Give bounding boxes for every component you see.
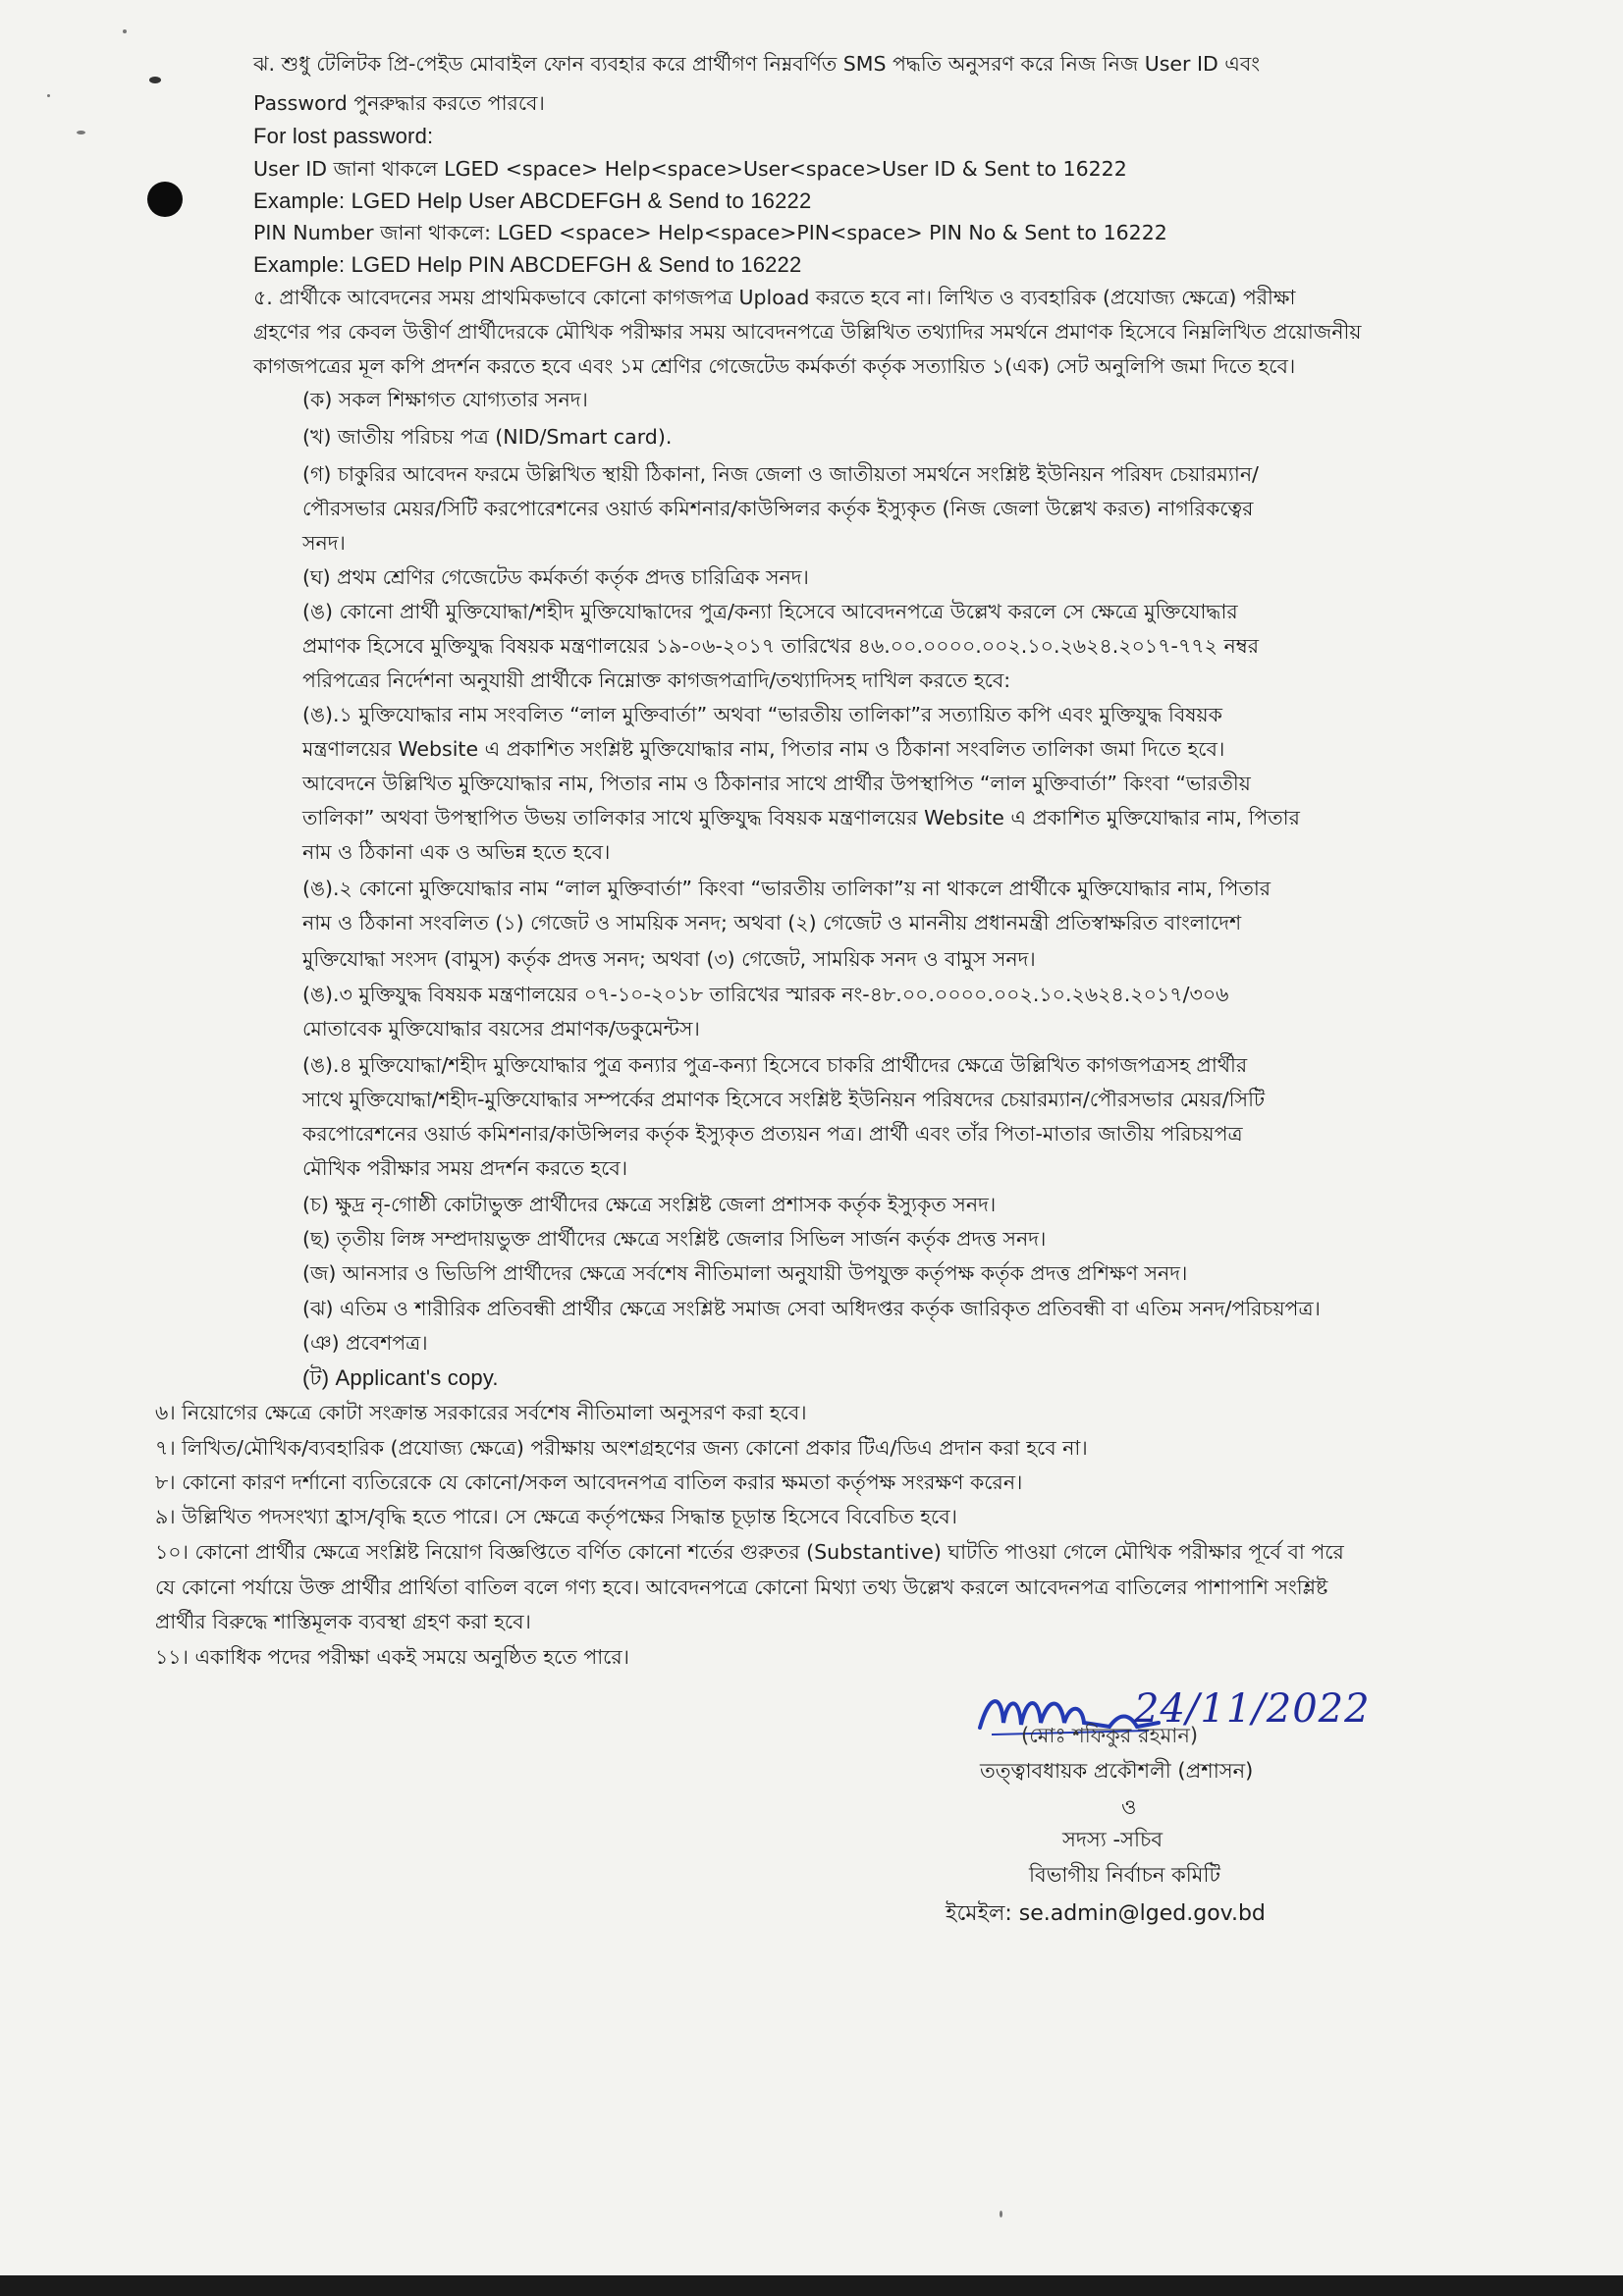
scan-speck bbox=[77, 131, 85, 134]
signatory-designation: তত্ত্বাবধায়ক প্রকৌশলী (প্রশাসন) bbox=[980, 1759, 1254, 1783]
doc-ga-line-2: পৌরসভার মেয়র/সিটি করপোরেশনের ওয়ার্ড কমিশনার/কাউন্সিলর কর্তৃক ইস্যুকৃত (নিজ জেলা উল্লেখ করত) নাগরিকত্বের bbox=[302, 497, 1254, 520]
doc-ta: (ট) Applicant's copy. bbox=[302, 1365, 499, 1390]
clause-5-line-2: গ্রহণের পর কেবল উত্তীর্ণ প্রার্থীদেরকে মৌখিক পরীক্ষার সময় আবেদনপত্রে উল্লিখিত তথ্যাদির সমর্থনে প্রমাণক হিসেবে নিম্নলিখিত প্রয়োজনীয় bbox=[253, 320, 1362, 344]
userid-example: Example: LGED Help User ABCDEFGH & Send to 16222 bbox=[253, 188, 812, 213]
scan-speck bbox=[149, 77, 161, 83]
clause-8: ৮। কোনো কারণ দর্শানো ব্যতিরেকে যে কোনো/সকল আবেদনপত্র বাতিল করার ক্ষমতা কর্তৃপক্ষ সংরক্ষণ করেন। bbox=[155, 1470, 1023, 1494]
doc-ga-line-3: সনদ। bbox=[302, 531, 346, 555]
doc-gha: (ঘ) প্রথম শ্রেণির গেজেটেড কর্মকর্তা কর্তৃক প্রদত্ত চারিত্রিক সনদ। bbox=[302, 565, 809, 589]
clause-10-line-2: যে কোনো পর্যায়ে উক্ত প্রার্থীর প্রার্থিতা বাতিল বলে গণ্য হবে। আবেদনপত্রে কোনো মিথ্যা তথ্য উল্লেখ করলে আবেদনপত্র বাতিলের পাশাপাশি সংশ্লিষ্ট bbox=[155, 1575, 1328, 1599]
item-jha-sms-line-2: Password পুনরুদ্ধার করতে পারবে। bbox=[253, 91, 545, 115]
signatory-committee: বিভাগীয় নির্বাচন কমিটি bbox=[1029, 1863, 1220, 1887]
scan-speck bbox=[1000, 2211, 1002, 2217]
userid-instruction: User ID জানা থাকলে LGED <space> Help<space>User<space>User ID & Sent to 16222 bbox=[253, 157, 1127, 181]
doc-uma-4-line-4: মৌখিক পরীক্ষার সময় প্রদর্শন করতে হবে। bbox=[302, 1156, 628, 1180]
doc-uma-4-line-2: সাথে মুক্তিযোদ্ধা/শহীদ-মুক্তিযোদ্ধার সম্পর্কের প্রমাণক হিসেবে সংশ্লিষ্ট ইউনিয়ন পরিষদের চেয়ারম্যান/পৌরসভার মেয়র/সিটি bbox=[302, 1088, 1266, 1111]
doc-uma-1-line-5: নাম ও ঠিকানা এক ও অভিন্ন হতে হবে। bbox=[302, 840, 611, 864]
signatory-email: ইমেইল: se.admin@lged.gov.bd bbox=[946, 1901, 1266, 1926]
doc-uma-2-line-1: (ঙ).২ কোনো মুক্তিযোদ্ধার নাম “লাল মুক্তিবার্তা” কিংবা “ভারতীয় তালিকা”য় না থাকলে প্রার্থীকে মুক্তিযোদ্ধার নাম, পিতার bbox=[302, 877, 1271, 900]
doc-uma-line-2: প্রমাণক হিসেবে মুক্তিযুদ্ধ বিষয়ক মন্ত্রণালয়ের ১৯-০৬-২০১৭ তারিখের ৪৬.০০.০০০০.০০২.১০.২৬২৪.২০১৭-৭৭২ নম্বর bbox=[302, 634, 1260, 658]
lost-password-heading: For lost password: bbox=[253, 124, 434, 148]
doc-nya: (ঞ) প্রবেশপত্র। bbox=[302, 1331, 428, 1355]
doc-jha: (ঝ) এতিম ও শারীরিক প্রতিবন্ধী প্রার্থীর ক্ষেত্রে সংশ্লিষ্ট সমাজ সেবা অধিদপ্তর কর্তৃক জারিকৃত প্রতিবন্ধী বা এতিম সনদ/পরিচয়পত্র। bbox=[302, 1297, 1321, 1320]
doc-cha: (চ) ক্ষুদ্র নৃ-গোষ্ঠী কোটাভুক্ত প্রার্থীদের ক্ষেত্রে সংশ্লিষ্ট জেলা প্রশাসক কর্তৃক ইস্যুকৃত সনদ। bbox=[302, 1193, 997, 1216]
doc-ja: (জ) আনসার ও ভিডিপি প্রার্থীদের ক্ষেত্রে সর্বশেষ নীতিমালা অনুযায়ী উপযুক্ত কর্তৃপক্ষ কর্তৃক প্রদত্ত প্রশিক্ষণ সনদ। bbox=[302, 1261, 1188, 1285]
handwritten-date: 24/11/2022 bbox=[1134, 1686, 1371, 1732]
clause-5-line-1: ৫. প্রার্থীকে আবেদনের সময় প্রাথমিকভাবে কোনো কাগজপত্র Upload করতে হবে না। লিখিত ও ব্যবহারিক (প্রযোজ্য ক্ষেত্রে) পরীক্ষা bbox=[253, 286, 1296, 309]
signature-block bbox=[933, 1669, 1443, 1963]
signatory-conjunction: ও bbox=[1121, 1795, 1137, 1819]
clause-6: ৬। নিয়োগের ক্ষেত্রে কোটা সংক্রান্ত সরকারের সর্বশেষ নীতিমালা অনুসরণ করা হবে। bbox=[155, 1401, 807, 1424]
doc-kha: (খ) জাতীয় পরিচয় পত্র (NID/Smart card). bbox=[302, 425, 673, 449]
clause-5-line-3: কাগজপত্রের মূল কপি প্রদর্শন করতে হবে এবং ১ম শ্রেণির গেজেটেড কর্মকর্তা কর্তৃক সত্যায়িত ১(এক) সেট অনুলিপি জমা দিতে হবে। bbox=[253, 354, 1296, 378]
punch-hole-mark bbox=[147, 182, 183, 217]
doc-uma-1-line-1: (ঙ).১ মুক্তিযোদ্ধার নাম সংবলিত “লাল মুক্তিবার্তা” অথবা “ভারতীয় তালিকা”র সত্যায়িত কপি এবং মুক্তিযুদ্ধ বিষয়ক bbox=[302, 703, 1222, 726]
doc-uma-1-line-2: মন্ত্রণালয়ের Website এ প্রকাশিত সংশ্লিষ্ট মুক্তিযোদ্ধার নাম, পিতার নাম ও ঠিকানা সংবলিত তালিকা জমা দিতে হবে। bbox=[302, 737, 1225, 761]
signatory-role: সদস্য -সচিব bbox=[1062, 1828, 1163, 1851]
clause-7: ৭। লিখিত/মৌখিক/ব্যবহারিক (প্রযোজ্য ক্ষেত্রে) পরীক্ষায় অংশগ্রহণের জন্য কোনো প্রকার টিএ/ডিএ প্রদান করা হবে না। bbox=[155, 1436, 1088, 1460]
doc-ka: (ক) সকল শিক্ষাগত যোগ্যতার সনদ। bbox=[302, 388, 588, 411]
doc-ga-line-1: (গ) চাকুরির আবেদন ফরমে উল্লিখিত স্থায়ী ঠিকানা, নিজ জেলা ও জাতীয়তা সমর্থনে সংশ্লিষ্ট ইউনিয়ন পরিষদ চেয়ারম্যান/ bbox=[302, 462, 1259, 486]
scan-speck bbox=[47, 94, 50, 97]
doc-uma-2-line-2: নাম ও ঠিকানা সংবলিত (১) গেজেট ও সাময়িক সনদ; অথবা (২) গেজেট ও মাননীয় প্রধানমন্ত্রী প্রতিস্বাক্ষরিত বাংলাদেশ bbox=[302, 911, 1242, 934]
doc-uma-3-line-1: (ঙ).৩ মুক্তিযুদ্ধ বিষয়ক মন্ত্রণালয়ের ০৭-১০-২০১৮ তারিখের স্মারক নং-৪৮.০০.০০০০.০০২.১০.২৬২৪.২০১৭/৩০৬ bbox=[302, 983, 1229, 1006]
clause-10-line-3: প্রার্থীর বিরুদ্ধে শাস্তিমূলক ব্যবস্থা গ্রহণ করা হবে। bbox=[155, 1610, 531, 1633]
doc-uma-2-line-3: মুক্তিযোদ্ধা সংসদ (বামুস) কর্তৃক প্রদত্ত সনদ; অথবা (৩) গেজেট, সাময়িক সনদ ও বামুস সনদ। bbox=[302, 947, 1036, 971]
doc-uma-4-line-3: করপোরেশনের ওয়ার্ড কমিশনার/কাউন্সিলর কর্তৃক ইস্যুকৃত প্রত্যয়ন পত্র। প্রার্থী এবং তাঁর পিতা-মাতার জাতীয় পরিচয়পত্র bbox=[302, 1122, 1243, 1146]
clause-9: ৯। উল্লিখিত পদসংখ্যা হ্রাস/বৃদ্ধি হতে পারে। সে ক্ষেত্রে কর্তৃপক্ষের সিদ্ধান্ত চূড়ান্ত হিসেবে বিবেচিত হবে। bbox=[155, 1505, 957, 1528]
clause-10-line-1: ১০। কোনো প্রার্থীর ক্ষেত্রে সংশ্লিষ্ট নিয়োগ বিজ্ঞপ্তিতে বর্ণিত কোনো শর্তের গুরুতর (Substantive) ঘাটতি পাওয়া গেলে মৌখিক পরীক্ষার পূর্বে বা পরে bbox=[155, 1540, 1344, 1564]
pin-instruction: PIN Number জানা থাকলে: LGED <space> Help<space>PIN<space> PIN No & Sent to 16222 bbox=[253, 221, 1167, 244]
clause-11: ১১। একাধিক পদের পরীক্ষা একই সময়ে অনুষ্ঠিত হতে পারে। bbox=[155, 1645, 629, 1669]
scan-speck bbox=[123, 29, 127, 33]
doc-uma-4-line-1: (ঙ).৪ মুক্তিযোদ্ধা/শহীদ মুক্তিযোদ্ধার পুত্র কন্যার পুত্র-কন্যা হিসেবে চাকরি প্রার্থীদের ক্ষেত্রে উল্লিখিত কাগজপত্রসহ প্রার্থীর bbox=[302, 1053, 1248, 1077]
doc-uma-1-line-4: তালিকা” অথবা উপস্থাপিত উভয় তালিকার সাথে মুক্তিযুদ্ধ বিষয়ক মন্ত্রণালয়ের Website এ প্রকাশিত মুক্তিযোদ্ধার নাম, পিতার bbox=[302, 806, 1300, 829]
signatory-name: (মোঃ শফিকুর রহমান) bbox=[1021, 1724, 1199, 1747]
scan-bottom-edge bbox=[0, 2275, 1623, 2296]
doc-uma-3-line-2: মোতাবেক মুক্তিযোদ্ধার বয়সের প্রমাণক/ডকুমেন্টস। bbox=[302, 1017, 700, 1041]
doc-chha: (ছ) তৃতীয় লিঙ্গ সম্প্রদায়ভুক্ত প্রার্থীদের ক্ষেত্রে সংশ্লিষ্ট জেলার সিভিল সার্জন কর্তৃক প্রদত্ত সনদ। bbox=[302, 1227, 1047, 1251]
doc-uma-1-line-3: আবেদনে উল্লিখিত মুক্তিযোদ্ধার নাম, পিতার নাম ও ঠিকানার সাথে প্রার্থীর উপস্থাপিত “লাল মুক্তিবার্তা” কিংবা “ভারতীয় bbox=[302, 772, 1251, 795]
item-jha-sms-line-1: ঝ. শুধু টেলিটক প্রি-পেইড মোবাইল ফোন ব্যবহার করে প্রার্থীগণ নিম্নবর্ণিত SMS পদ্ধতি অনুসরণ করে নিজ নিজ User ID এবং bbox=[253, 52, 1261, 76]
pin-example: Example: LGED Help PIN ABCDEFGH & Send to 16222 bbox=[253, 252, 802, 277]
doc-uma-line-1: (ঙ) কোনো প্রার্থী মুক্তিযোদ্ধা/শহীদ মুক্তিযোদ্ধাদের পুত্র/কন্যা হিসেবে আবেদনপত্রে উল্লেখ করলে সে ক্ষেত্রে মুক্তিযোদ্ধার bbox=[302, 600, 1238, 623]
doc-uma-line-3: পরিপত্রের নির্দেশনা অনুযায়ী প্রার্থীকে নিম্নোক্ত কাগজপত্রাদি/তথ্যাদিসহ দাখিল করতে হবে: bbox=[302, 668, 1011, 692]
